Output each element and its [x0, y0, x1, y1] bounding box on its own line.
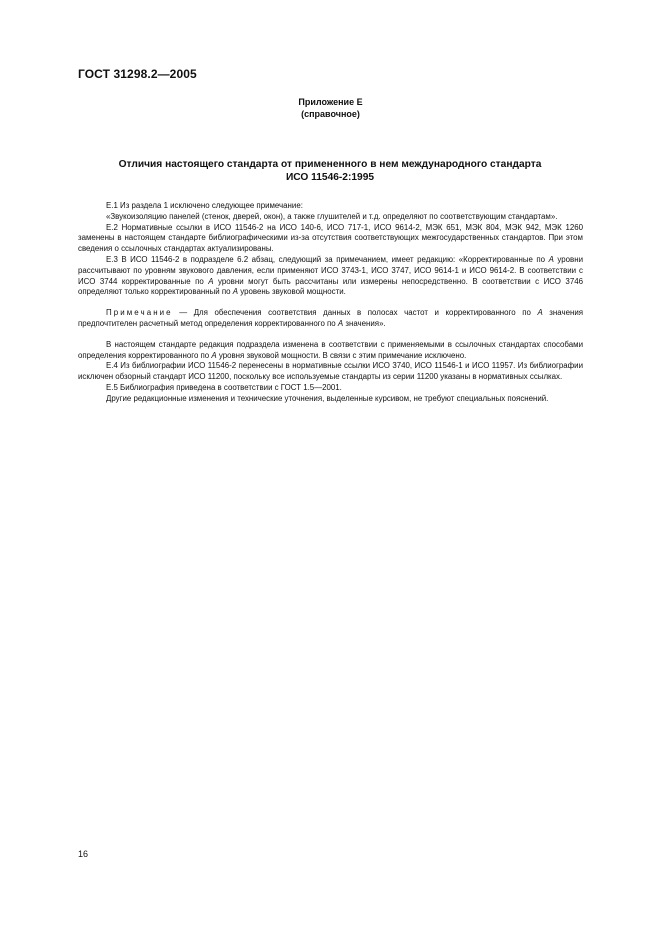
note-text-3: значения».	[343, 318, 386, 328]
body-text	[78, 201, 583, 405]
document-code: ГОСТ 31298.2—2005	[78, 67, 197, 81]
paragraph-e3	[78, 255, 583, 298]
appendix-label: Приложение Е	[298, 97, 363, 107]
title-line-2: ИСО 11546-2:1995	[285, 172, 375, 183]
e3-italic-a-1: А	[548, 254, 554, 264]
page-number: 16	[78, 849, 89, 859]
paragraph-other: Другие редакционные изменения и технические уточнения, выделенные курсивом, не требуют специальных пояснений.	[106, 393, 549, 403]
appendix-heading	[0, 96, 661, 120]
paragraph-e5: Е.5 Библиография приведена в соответствии с ГОСТ 1.5—2001.	[106, 382, 342, 392]
e3b-text-1: В настоящем стандарте редакция подраздела изменена в соответствии с применяемыми в ссылочных стандартах способами определения корректированного по	[78, 339, 583, 360]
e3-text-3: уровни могут быть рассчитаны или измерены непосредственно. В соответствии с ИСО 3746 определяют только корректированный по	[78, 276, 583, 297]
title-line-1: Отличия настоящего стандарта от примененного в нем международного стандарта	[118, 159, 542, 170]
paragraph-e2: Е.2 Нормативные ссылки в ИСО 11546-2 на ИСО 140-6, ИСО 717-1, ИСО 9614-2, МЭК 651, МЭК 804, МЭК 942, МЭК 1260 заменены в настоящем стандарте библиографическими из-за отсутствия соответствующих межгосударственных стандартов. При этом сведения о ссылочных стандартах актуализированы.	[78, 222, 583, 254]
e3-text-2: уровни рассчитывают по уровням звукового давления, если применяют ИСО 3743-1, ИСО 3747, ИСО 9614-1 и ИСО 9614-2. В соответствии с ИСО 3744 корректированные по	[78, 254, 583, 286]
appendix-title	[80, 158, 580, 184]
paragraph-e3-continued	[78, 340, 583, 362]
paragraph-e1-b: «Звукоизоляцию панелей (стенок, дверей, окон), а также глушителей и т.д. определяют по соответствующим стандартам».	[106, 211, 558, 221]
note-italic-a-1: А	[537, 308, 543, 318]
note-paragraph	[78, 308, 583, 330]
paragraph-e1-a: Е.1 Из раздела 1 исключено следующее примечание:	[106, 201, 303, 210]
paragraph-e4: Е.4 Из библиографии ИСО 11546-2 перенесены в нормативные ссылки ИСО 3740, ИСО 11546-1 и ИСО 11957. Из библиографии исключен обзорный стандарт ИСО 11200, поскольку все используемые стандарты из серии 11200 указаны в нормативных ссылках.	[78, 361, 583, 382]
note-italic-a-2: А	[337, 318, 344, 328]
e3-italic-a-2: А	[208, 276, 214, 286]
e3b-italic-a: А	[211, 350, 217, 360]
appendix-type: (справочное)	[301, 109, 360, 119]
note-text-1: — Для обеспечения соответствия данных в полосах частот и корректированного по	[172, 308, 538, 318]
note-label: Примечание	[106, 308, 173, 318]
e3-text-4: уровень звуковой мощности.	[238, 287, 346, 297]
e3b-text-2: уровня звуковой мощности. В связи с этим примечание исключено.	[216, 350, 467, 360]
e3-italic-a-3: А	[232, 287, 239, 297]
e3-text-1: Е.3 В ИСО 11546-2 в подразделе 6.2 абзац, следующий за примечанием, имеет редакцию: «Корректированные по	[106, 254, 549, 264]
note-text-2: значения предпочтителен расчетный метод определения корректированного по	[78, 308, 583, 328]
